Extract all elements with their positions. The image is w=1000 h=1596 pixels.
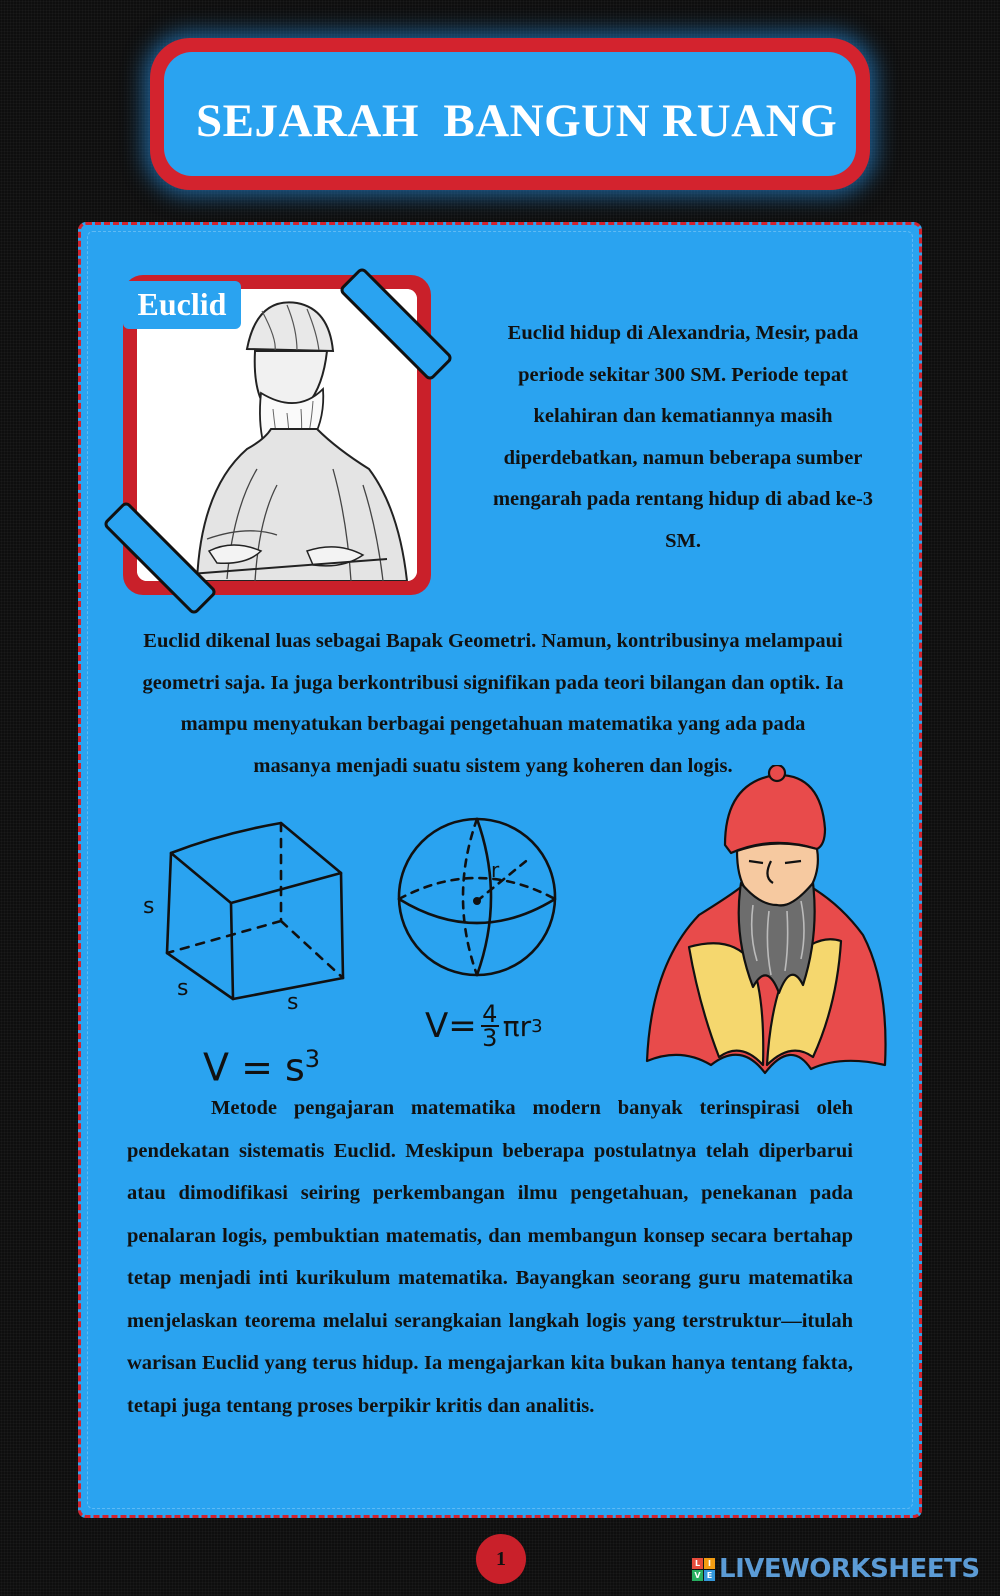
legacy-paragraph: Metode pengajaran matematika modern banyak terinspirasi oleh pendekatan sistematis Euclid. Meskipun beberapa postulatnya telah diperbarui atau dimodifikasi seiring perkembangan ilmu pengetahuan, penekanan pada penalaran logis, pembuktian matematis, dan membangun konsep secara bertahap tetap menjadi inti kurikulum matematika. Bayangkan seorang guru matematika menjelaskan teorema melalui serangkaian langkah logis yang terstruktur—itulah warisan Euclid yang terus hidup. Ia mengajarkan kita bukan hanya tentang fakta, tetapi juga tentang proses berpikir kritis dan analitis.	[127, 1097, 853, 1417]
intro-paragraph: Euclid hidup di Alexandria, Mesir, pada periode sekitar 300 SM. Periode tepat kelahiran dan kematiannya masih diperdebatkan, namun beberapa sumber mengarah pada rentang hidup di abad ke-3 SM.	[492, 322, 874, 552]
euclid-cartoon-illustration	[641, 765, 891, 1075]
sphere-formula-pi-r: πr	[502, 1009, 532, 1043]
cube-formula-exponent: 3	[304, 1045, 321, 1073]
sphere-volume-formula	[425, 1000, 543, 1052]
badge-letter-3: V	[692, 1570, 703, 1581]
sphere-formula-lhs: V=	[425, 1006, 477, 1046]
euclid-engraving-illustration	[137, 289, 417, 581]
sphere-formula-fraction	[481, 1000, 499, 1052]
cube-formula-text: V = s	[203, 1045, 305, 1090]
cube-volume-formula	[203, 1045, 320, 1090]
liveworksheets-brand-text: LIVEWORKSHEETS	[719, 1554, 980, 1584]
portrait-image	[137, 289, 417, 581]
portrait-name-label: Euclid	[123, 281, 241, 329]
title-banner	[150, 38, 870, 190]
title-banner-inner	[164, 52, 856, 176]
content-card	[78, 222, 922, 1518]
sphere-radius-label: r	[491, 858, 500, 882]
badge-letter-1: L	[692, 1558, 703, 1569]
cube-edge-label-bottom-right: s	[287, 990, 299, 1013]
sphere-diagram	[381, 807, 571, 987]
cube-edge-label-left: s	[143, 894, 155, 919]
fraction-denominator: 3	[482, 1024, 498, 1052]
sphere-formula-exponent: 3	[531, 1015, 543, 1037]
cube-edge-label-bottom-left: s	[177, 976, 189, 1001]
contribution-paragraph: Euclid dikenal luas sebagai Bapak Geometri. Namun, kontribusinya melampaui geometri saja. Ia juga berkontribusi signifikan pada teori bilangan dan optik. Ia mampu menyatukan berbagai pengetahuan matematika yang ada pada masanya menjadi suatu sistem yang koheren dan logis.	[142, 630, 844, 777]
cube-diagram	[133, 803, 373, 1013]
page-number-badge: 1	[476, 1534, 526, 1584]
page-title: SEJARAH BANGUN RUANG	[196, 95, 838, 147]
badge-letter-4: E	[704, 1570, 715, 1581]
liveworksheets-logo	[692, 1554, 980, 1584]
liveworksheets-badge-icon	[692, 1558, 715, 1581]
badge-letter-2: I	[704, 1558, 715, 1569]
fraction-numerator: 4	[482, 1000, 498, 1028]
